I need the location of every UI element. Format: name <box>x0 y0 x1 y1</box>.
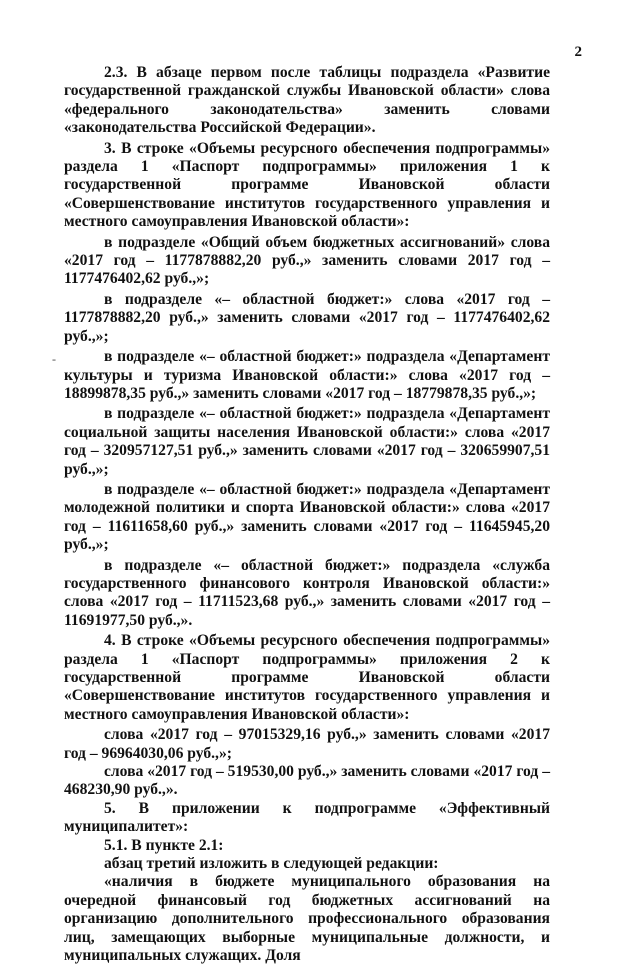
paragraph-5-1: 5.1. В пункте 2.1: <box>104 836 224 854</box>
paragraph-words-2: слова «2017 год – 519530,00 руб.,» заменить словами «2017 год – 468230,90 руб.,». <box>64 763 550 799</box>
paragraph-social-department: в подразделе «– областной бюджет:» подраздела «Департамент социальной защиты населения Ивановской области:» слова «2017 год – 320957127,51 руб.,» заменить словами «2017 год – 320659907,51 руб.,»; <box>64 405 550 478</box>
paragraph-new-wording: «наличия в бюджете муниципального образования на очередной финансовый год бюджетных ассигнований на организацию дополнительного профессионального образования лиц, замещающих выборные муниципальные должности, и муниципальных служащих. Доля <box>64 873 550 965</box>
paragraph-third-abzac: абзац третий изложить в следующей редакции: <box>104 855 439 873</box>
margin-mark: - <box>52 352 56 366</box>
document-body <box>64 64 550 966</box>
page-number: 2 <box>574 44 582 60</box>
paragraph-4: 4. В строке «Объемы ресурсного обеспечения подпрограммы» раздела 1 «Паспорт подпрограммы» приложения 2 к государственной программе Ивановской области «Совершенствование институтов государственного управления и местного самоуправления Ивановской области»: <box>64 632 550 723</box>
paragraph-youth-department: в подразделе «– областной бюджет:» подраздела «Департамент молодежной политики и спорта Ивановской области:» слова «2017 год – 11611658,60 руб.,» заменить словами «2017 год – 11645945,20 руб.,»; <box>64 480 550 554</box>
paragraph-regional-budget: в подразделе «– областной бюджет:» слова «2017 год – 1177878882,20 руб.,» заменить словами «2017 год – 1177476402,62 руб.,»; <box>64 290 550 345</box>
paragraph-2-3: 2.3. В абзаце первом после таблицы подраздела «Развитие государственной гражданской службы Ивановской области» слова «федерального законодательства» заменить словами «законодательства Российской Федерации». <box>64 64 550 137</box>
paragraph-5: 5. В приложении к подпрограмме «Эффективный муниципалитет»: <box>64 799 550 836</box>
paragraph-words-1: слова «2017 год – 97015329,16 руб.,» заменить словами «2017 год – 96964030,06 руб.,»; <box>64 726 550 762</box>
paragraph-financial-control: в подразделе «– областной бюджет:» подраздела «служба государственного финансового контроля Ивановской области:» слова «2017 год – 11711523,68 руб.,» заменить словами «2017 год – 11691977,50 руб.,». <box>64 556 550 629</box>
paragraph-total-budget: в подразделе «Общий объем бюджетных ассигнований» слова «2017 год – 1177878882,20 руб.,» заменить словами 2017 год – 1177476402,62 руб.,»; <box>64 233 550 288</box>
paragraph-3: 3. В строке «Объемы ресурсного обеспечения подпрограммы» раздела 1 «Паспорт подпрограммы» приложения 1 к государственной программе Ивановской области «Совершенствование институтов государственного управления и местного самоуправления Ивановской области»: <box>64 139 550 231</box>
paragraph-culture-department: в подразделе «– областной бюджет:» подраздела «Департамент культуры и туризма Ивановской области:» слова «2017 год – 18899878,35 руб.,» заменить словами «2017 год – 18779878,35 руб.,»; <box>64 348 550 402</box>
